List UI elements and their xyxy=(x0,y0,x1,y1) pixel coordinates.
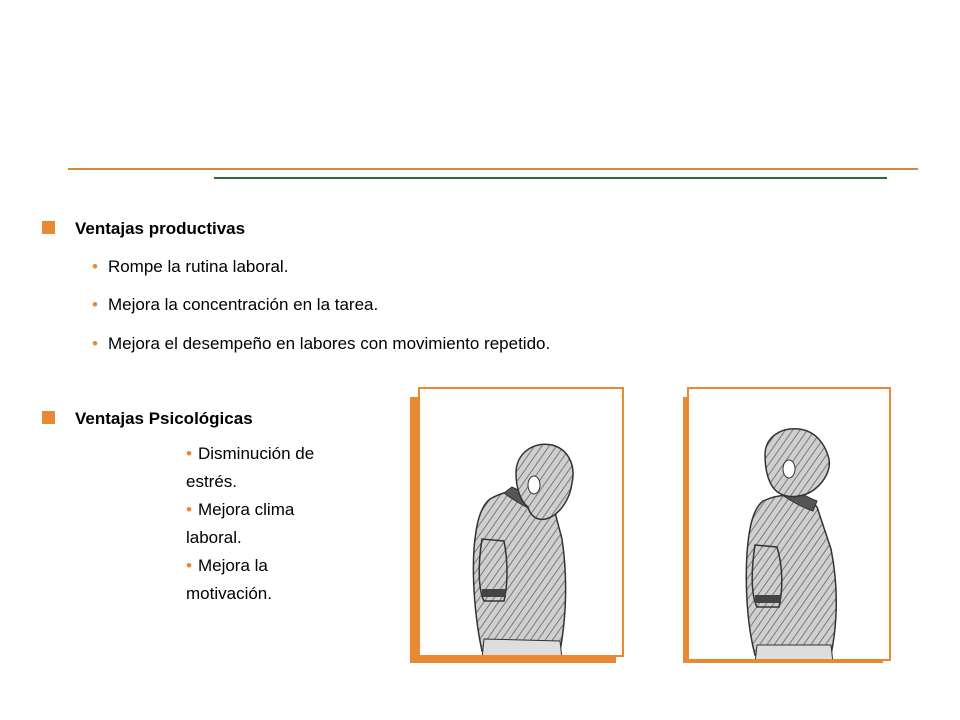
list-item: • Mejora el desempeño en labores con movimiento repetido. xyxy=(92,334,551,353)
neck-flexion-illustration xyxy=(410,387,624,663)
divider-green xyxy=(214,177,887,179)
divider-orange xyxy=(68,168,918,170)
list-item: • Rompe la rutina laboral. xyxy=(92,257,289,276)
list-item: • Mejora la motivación. xyxy=(186,556,272,603)
square-bullet-icon xyxy=(42,411,55,424)
section-heading-label: Ventajas Psicológicas xyxy=(75,409,253,428)
list-item: • Mejora clima laboral. xyxy=(186,500,295,547)
person-head-down-icon xyxy=(420,389,624,657)
bullet-icon: • xyxy=(92,334,98,353)
bullet-icon: • xyxy=(92,257,98,276)
person-head-up-icon xyxy=(689,389,891,661)
neck-extension-illustration xyxy=(683,387,891,663)
square-bullet-icon xyxy=(42,221,55,234)
bullet-icon: • xyxy=(186,444,192,463)
section-heading-label: Ventajas productivas xyxy=(75,219,246,238)
list-item: • Mejora la concentración en la tarea. xyxy=(92,295,379,314)
bullet-icon: • xyxy=(186,556,192,575)
bullet-icon: • xyxy=(92,295,98,314)
psychological-list xyxy=(186,440,361,608)
bullet-icon: • xyxy=(186,500,192,519)
list-item: • Disminución de estrés. xyxy=(186,444,315,491)
